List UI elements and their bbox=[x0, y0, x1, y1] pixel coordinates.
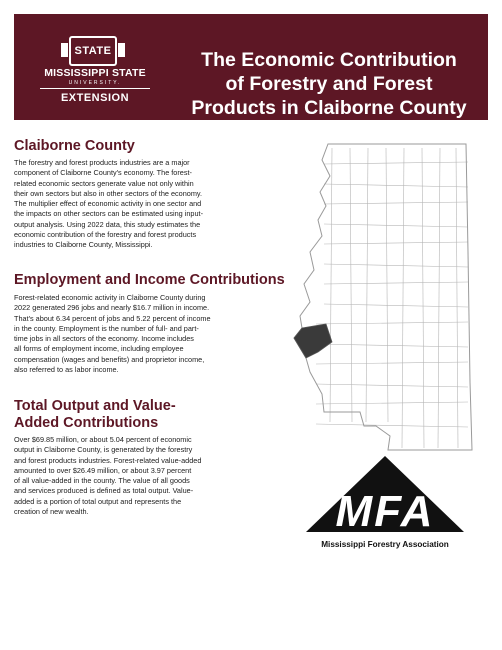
body-line: industries to Claiborne County, Mississippi. bbox=[14, 240, 153, 250]
body-line: the impacts on other sectors can be estimated using input- bbox=[14, 209, 204, 219]
county-boundary bbox=[316, 384, 468, 387]
body-line: compensation (wages and benefits) and proprietor income, bbox=[14, 354, 205, 364]
header-banner bbox=[14, 14, 488, 120]
county-boundary bbox=[316, 322, 468, 324]
body-line: 2022 generated 296 jobs and nearly $16.7 million in income. bbox=[14, 303, 210, 313]
county-boundary bbox=[422, 148, 424, 448]
body-line: of all value-added in the county. The value of all goods bbox=[14, 476, 190, 486]
body-line: and services produced is defined as total output. Value- bbox=[14, 486, 194, 496]
body-line: added is a portion of total output and represents the bbox=[14, 496, 182, 506]
body-line: output analysis. Using 2022 data, this study estimates the bbox=[14, 219, 201, 229]
section-heading-claiborne-county: Claiborne County bbox=[14, 138, 135, 154]
county-boundary bbox=[366, 148, 368, 422]
body-line: in the county. Employment is the number of full- and part- bbox=[14, 323, 199, 333]
section-body-claiborne-county bbox=[14, 158, 279, 251]
body-line: That's about 6.34 percent of jobs and 5.22 percent of income bbox=[14, 313, 211, 323]
county-boundary bbox=[316, 362, 468, 364]
county-boundary bbox=[330, 148, 332, 422]
body-line: economic contribution of the forestry and forest products bbox=[14, 230, 197, 240]
county-boundary bbox=[324, 282, 468, 284]
title-line: Products in Claiborne County bbox=[191, 97, 467, 119]
body-line: their own sectors but also in other sectors of the economy. bbox=[14, 188, 203, 198]
body-line: all forms of employment income, including employee bbox=[14, 344, 184, 354]
mississippi-county-map bbox=[280, 132, 490, 452]
title-line: The Economic Contribution bbox=[201, 49, 457, 71]
mfa-logo-text: MFA bbox=[335, 487, 435, 536]
extension-label: EXTENSION bbox=[60, 92, 130, 104]
body-line: related economic sectors generate value not only within bbox=[14, 178, 194, 188]
association-name: Mississippi Forestry Association bbox=[321, 540, 449, 549]
county-boundary bbox=[438, 148, 440, 448]
body-line: The multiplier effect of economic activity in one sector and bbox=[14, 199, 202, 209]
section-heading-employment-income: Employment and Income Contributions bbox=[14, 272, 285, 288]
county-boundary bbox=[324, 202, 468, 204]
body-line: time jobs in all sectors of the economy. Income includes bbox=[14, 334, 194, 344]
body-line: output in Claiborne County, is generated by the forestry bbox=[14, 445, 193, 455]
body-line: creation of new wealth. bbox=[14, 507, 89, 517]
heading-line: Added Contributions bbox=[14, 415, 159, 431]
logo-divider bbox=[40, 88, 150, 89]
section-heading-total-output bbox=[14, 398, 176, 432]
body-line: and forest products industries. Forest-related value-added bbox=[14, 455, 202, 465]
claiborne-county-highlight bbox=[294, 324, 332, 358]
body-line: component of Claiborne County's economy. The forest- bbox=[14, 168, 192, 178]
county-grid-lines bbox=[316, 148, 468, 448]
county-boundary bbox=[324, 162, 468, 164]
body-line: amounted to over $26.49 million, or about 3.97 percent bbox=[14, 465, 192, 475]
title-line: of Forestry and Forest bbox=[225, 73, 433, 95]
county-boundary bbox=[324, 184, 468, 187]
heading-line: Total Output and Value- bbox=[14, 398, 176, 414]
body-line: Forest-related economic activity in Claiborne County during bbox=[14, 293, 206, 302]
section-body-employment-income bbox=[14, 293, 279, 375]
county-boundary bbox=[324, 304, 468, 307]
county-boundary bbox=[456, 148, 458, 448]
county-boundary bbox=[350, 148, 352, 422]
county-boundary bbox=[316, 344, 468, 347]
body-line: Over $69.85 million, or about 5.04 percent of economic bbox=[14, 435, 192, 444]
section-body-total-output bbox=[14, 435, 279, 517]
county-boundary bbox=[316, 402, 468, 404]
mfa-logo bbox=[304, 452, 466, 552]
county-boundary bbox=[316, 424, 468, 427]
county-boundary bbox=[386, 148, 388, 422]
page-title bbox=[164, 48, 494, 120]
body-line: also referred to as labor income. bbox=[14, 365, 119, 375]
university-word: UNIVERSITY. bbox=[68, 80, 122, 86]
county-boundary bbox=[324, 264, 468, 267]
county-boundary bbox=[324, 242, 468, 244]
state-shield-icon: STATE bbox=[69, 36, 117, 66]
body-line: The forestry and forest products industries are a major bbox=[14, 158, 190, 167]
university-name: MISSISSIPPI STATE bbox=[44, 67, 146, 79]
county-boundary bbox=[324, 224, 468, 227]
